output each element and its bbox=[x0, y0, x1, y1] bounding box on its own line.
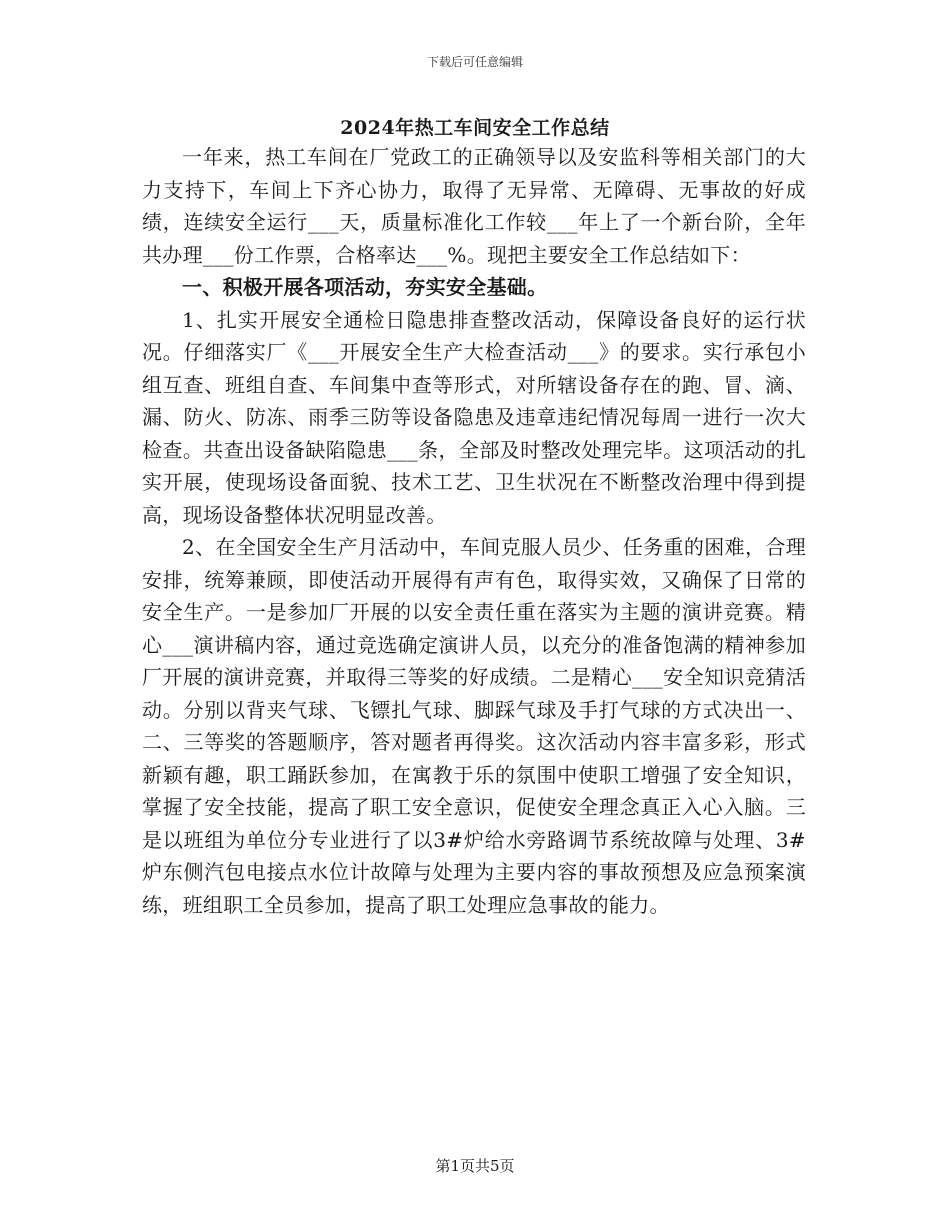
page-number-footer: 第1页共5页 bbox=[435, 1157, 515, 1175]
section-heading-1: 一、积极开展各项活动，夯实安全基础。 bbox=[182, 275, 548, 299]
document-title: 2024年热工车间安全工作总结 bbox=[340, 117, 610, 139]
page-header-note: 下载后可任意编辑 bbox=[426, 55, 523, 69]
document-body bbox=[142, 141, 806, 921]
intro-paragraph: 一年来，热工车间在厂党政工的正确领导以及安监科等相关部门的大力支持下，车间上下齐心协力，取得了无异常、无障碍、无事故的好成绩，连续安全运行___天，质量标准化工作较___年上了一个新台阶，全年共办理___份工作票，合格率达___%。现把主要安全工作总结如下： bbox=[142, 145, 806, 267]
body-paragraph-2: 2、在全国安全生产月活动中，车间克服人员少、任务重的困难，合理安排，统筹兼顾，即使活动开展得有声有色，取得实效，又确保了日常的安全生产。一是参加厂开展的以安全责任重在落实为主题的演讲竞赛。精心___演讲稿内容，通过竞选确定演讲人员，以充分的准备饱满的精神参加厂开展的演讲竞赛，并取得三等奖的好成绩。二是精心___安全知识竞猜活动。分别以背夹气球、飞镖扎气球、脚踩气球及手打气球的方式决出一、二、三等奖的答题顺序，答对题者再得奖。这次活动内容丰富多彩，形式新颖有趣，职工踊跃参加，在寓教于乐的氛围中使职工增强了安全知识，掌握了安全技能，提高了职工安全意识，促使安全理念真正入心入脑。三是以班组为单位分专业进行了以3#炉给水旁路调节系统故障与处理、3#炉东侧汽包电接点水位计故障与处理为主要内容的事故预想及应急预案演练，班组职工全员参加，提高了职工处理应急事故的能力。 bbox=[142, 535, 806, 917]
body-paragraph-1: 1、扎实开展安全通检日隐患排查整改活动，保障设备良好的运行状况。仔细落实厂《___开展安全生产大检查活动___》的要求。实行承包小组互查、班组自查、车间集中查等形式，对所辖设备存在的跑、冒、滴、漏、防火、防冻、雨季三防等设备隐患及违章违纪情况每周一进行一次大检查。共查出设备缺陷隐患___条，全部及时整改处理完毕。这项活动的扎实开展，使现场设备面貌、技术工艺、卫生状况在不断整改治理中得到提高，现场设备整体状况明显改善。 bbox=[142, 307, 806, 527]
